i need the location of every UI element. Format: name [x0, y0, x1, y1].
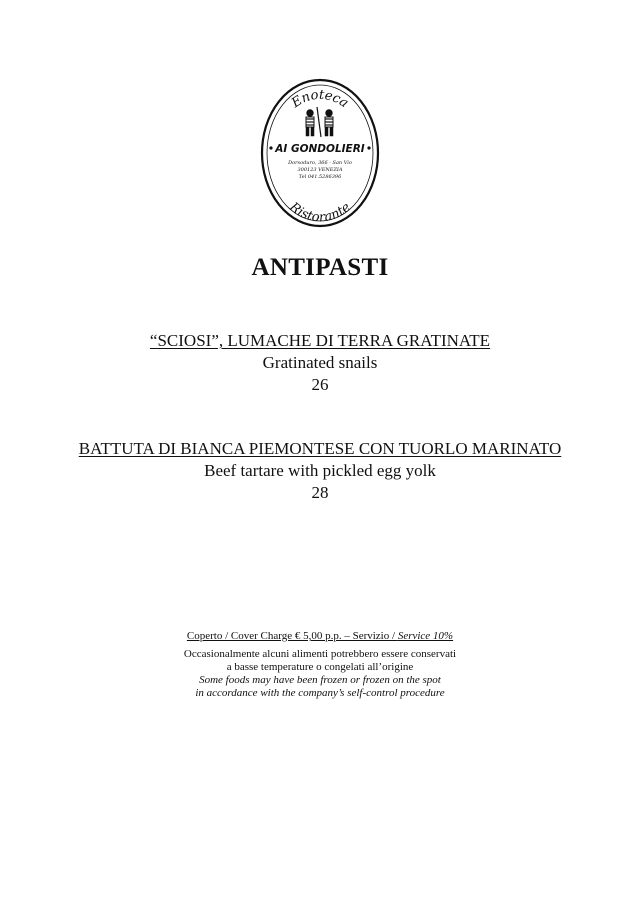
frozen-note-italian-1: Occasionalmente alcuni alimenti potrebbero essere conservati — [183, 648, 457, 660]
logo-bottom-text: Ristorante — [286, 199, 354, 226]
gondolier-figures-icon — [306, 107, 333, 137]
frozen-note-english-2: in accordance with the company’s self-control procedure — [195, 687, 445, 699]
logo-address-1: Dorsoduro, 366 - San Vio — [288, 160, 352, 166]
frozen-note-italian-2: a basse temperature o congelati all’origine — [226, 661, 414, 673]
logo-address-2: 300123 VENEZIA — [297, 167, 343, 173]
logo-name: AI GONDOLIERI — [275, 143, 365, 155]
svg-text:Ristorante — [286, 199, 354, 225]
section-title: ANTIPASTI — [251, 254, 389, 281]
logo-address-3: Tel 041.5286396 — [298, 174, 342, 180]
dish-name-italian: “SCIOSI”, LUMACHE DI TERRA GRATINATE — [149, 331, 491, 350]
dish-price: 26 — [311, 375, 329, 394]
logo-top-text: Enoteca — [289, 87, 351, 112]
logo-seal — [259, 77, 381, 229]
dish-name-italian: BATTUTA DI BIANCA PIEMONTESE CON TUORLO MARINATO — [78, 439, 562, 458]
restaurant-logo — [259, 77, 381, 229]
dish-price: 28 — [311, 483, 329, 502]
dish-name-english: Gratinated snails — [262, 353, 378, 372]
dish-name-english: Beef tartare with pickled egg yolk — [204, 461, 436, 480]
service-charge-text: Service 10% — [397, 630, 454, 642]
cover-charge-line — [0, 630, 640, 643]
menu-item — [0, 330, 640, 396]
menu-item — [0, 438, 640, 504]
cover-charge-text: Coperto / Cover Charge € 5,00 p.p. – Servizio / — [186, 630, 398, 642]
menu-footer — [0, 630, 640, 700]
frozen-note-english-1: Some foods may have been frozen or frozen on the spot — [199, 674, 441, 686]
